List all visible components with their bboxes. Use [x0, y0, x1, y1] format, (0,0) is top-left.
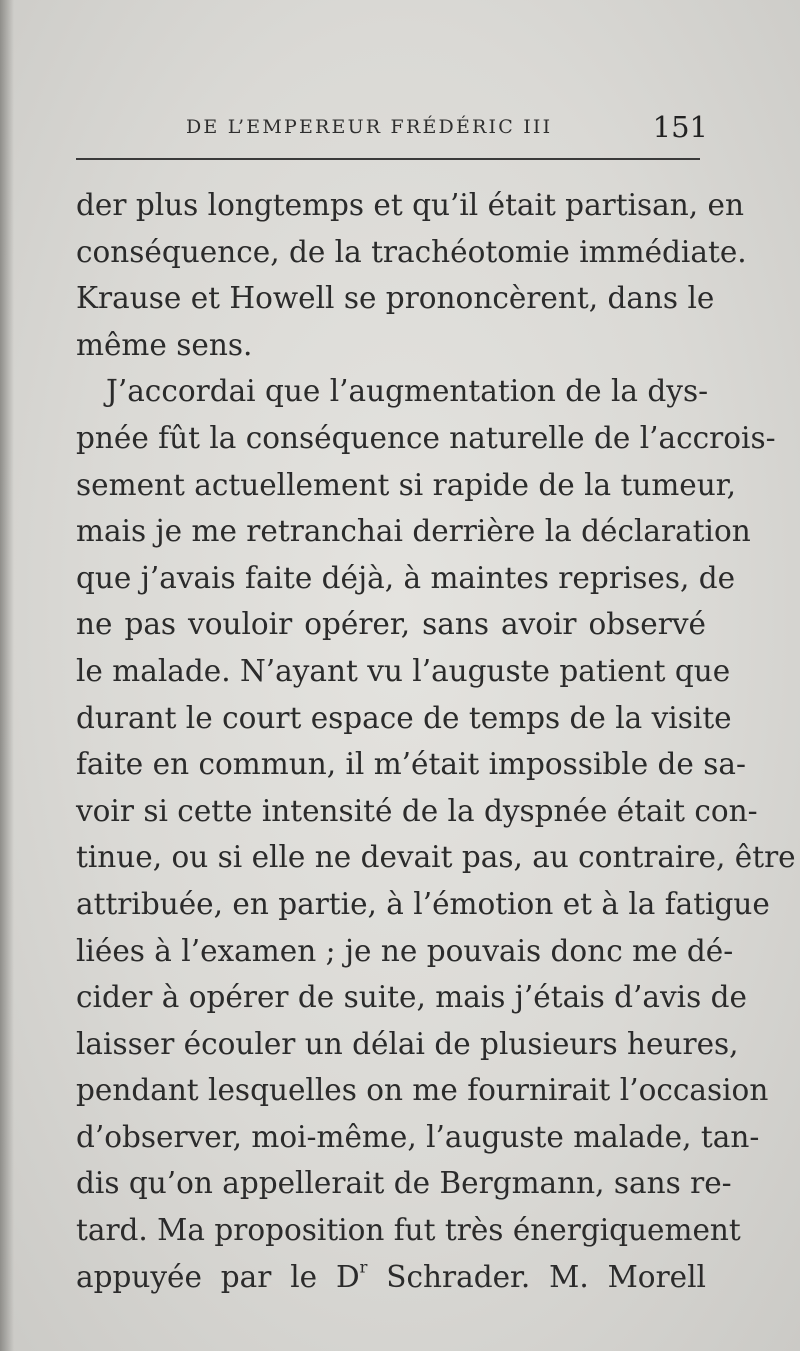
page-gutter-shadow: [0, 0, 14, 1351]
text-line: pnée fût la conséquence naturelle de l’accrois-: [76, 420, 776, 455]
text-line: liées à l’examen ; je ne pouvais donc me dé-: [76, 933, 734, 968]
doctor-abbrev-superscript: r: [359, 1257, 368, 1277]
text-line: voir si cette intensité de la dyspnée était con-: [76, 793, 758, 828]
text-line-last: [76, 1254, 706, 1301]
text-line: Krause et Howell se prononcèrent, dans le: [76, 281, 715, 316]
text-line: tinue, ou si elle ne devait pas, au contraire, être: [76, 840, 796, 875]
running-header: [76, 112, 708, 146]
text-line: durant le court espace de temps de la visite: [76, 700, 732, 735]
header-rule: [76, 158, 700, 160]
text-line: que j’avais faite déjà, à maintes reprises, de: [76, 560, 736, 595]
text-line: conséquence, de la trachéotomie immédiate.: [76, 234, 747, 269]
text-line: faite en commun, il m’était impossible de sa-: [76, 747, 746, 782]
text-line: sement actuellement si rapide de la tumeur,: [76, 467, 736, 502]
text-line: tard. Ma proposition fut très énergiquement: [76, 1213, 741, 1248]
text-line: dis qu’on appellerait de Bergmann, sans re-: [76, 1166, 732, 1201]
text-line: même sens.: [76, 327, 253, 362]
text-line: ne pas vouloir opérer, sans avoir observé: [76, 607, 706, 642]
last-line-start: appuyée par le D: [76, 1259, 360, 1294]
text-line: pendant lesquelles on me fournirait l’occasion: [76, 1073, 769, 1108]
text-line: attribuée, en partie, à l’émotion et à la fatigue: [76, 886, 770, 921]
body-text: [76, 182, 796, 1300]
text-line: mais je me retranchai derrière la déclaration: [76, 514, 751, 549]
text-line: d’observer, moi-même, l’auguste malade, tan-: [76, 1119, 760, 1154]
text-line: le malade. N’ayant vu l’auguste patient que: [76, 653, 731, 688]
text-line: cider à opérer de suite, mais j’étais d’avis de: [76, 980, 747, 1015]
text-line: der plus longtemps et qu’il était partisan, en: [76, 188, 744, 222]
running-title: DE L’EMPEREUR FRÉDÉRIC III: [186, 116, 553, 138]
text-line: laisser écouler un délai de plusieurs heures,: [76, 1026, 739, 1061]
last-line-end: Schrader. M. Morell: [367, 1259, 706, 1294]
text-line: J’accordai que l’augmentation de la dys-: [106, 374, 709, 409]
page-number: 151: [652, 110, 708, 144]
